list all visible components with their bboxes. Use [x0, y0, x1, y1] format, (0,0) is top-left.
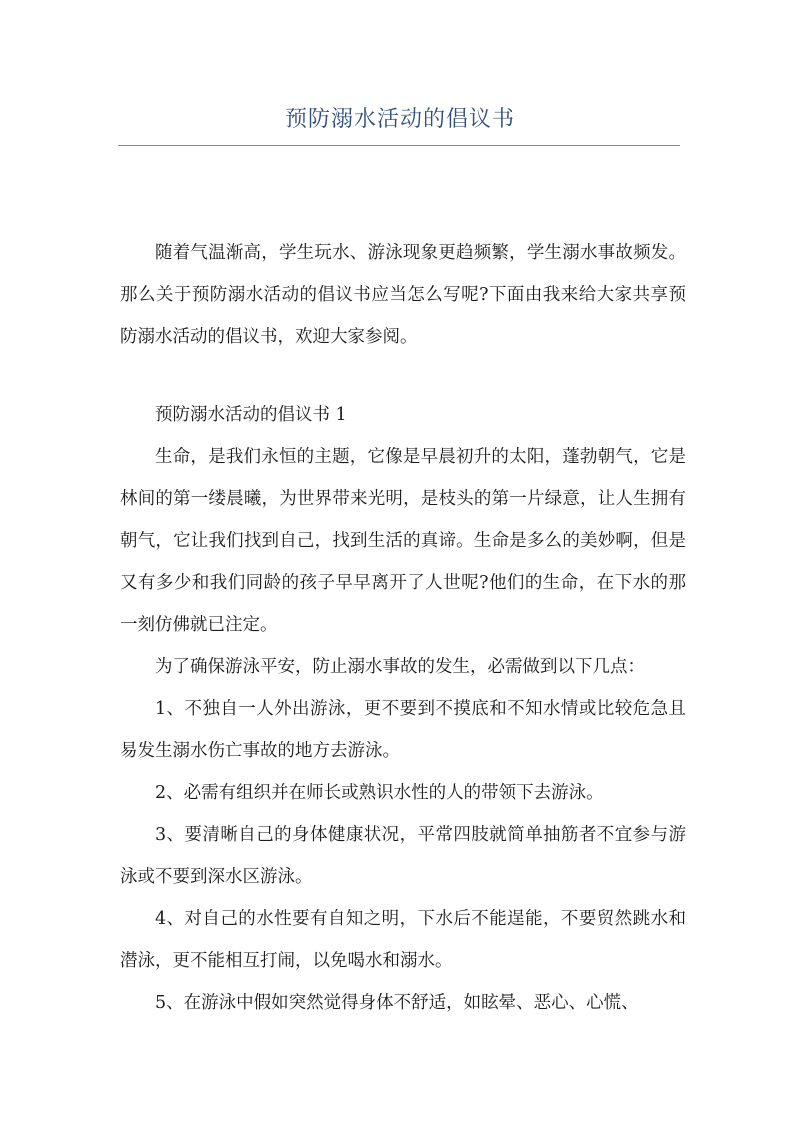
document-title: 预防溺水活动的倡议书: [284, 107, 515, 132]
list-item: 2、必需有组织并在师长或熟识水性的人的带领下去游泳。: [155, 783, 604, 803]
list-item: 3、要清晰自己的身体健康状况，平常四肢就简单抽筋者不宜参与游泳或不要到深水区游泳。: [120, 825, 686, 887]
list-item: 4、对自己的水性要有自知之明，下水后不能逞能，不要贸然跳水和潜泳，更不能相互打闹，以免喝水和溺水。: [120, 909, 686, 971]
list-item: 1、不独自一人外出游泳，更不要到不摸底和不知水情或比较危急且易发生溺水伤亡事故的地方去游泳。: [120, 699, 686, 761]
intro-paragraph: 随着气温渐高，学生玩水、游泳现象更趋频繁，学生溺水事故频发。那么关于预防溺水活动的倡议书应当怎么写呢?下面由我来给大家共享预防溺水活动的倡议书，欢迎大家参阅。: [120, 243, 686, 347]
title-underline: [118, 145, 680, 146]
section-heading: 预防溺水活动的倡议书 1: [155, 405, 347, 425]
body-paragraph: 生命，是我们永恒的主题，它像是早晨初升的太阳，蓬勃朝气，它是林间的第一缕晨曦，为世界带来光明，是枝头的第一片绿意，让人生拥有朝气，它让我们找到自己，找到生活的真谛。生命是多么的美妙啊，但是又有多少和我们同龄的孩子早早离开了人世呢?他们的生命，在下水的那一刻仿佛就已注定。: [120, 447, 686, 635]
list-item: 5、在游泳中假如突然觉得身体不舒适，如眩晕、恶心、心慌、: [155, 993, 639, 1013]
body-paragraph: 为了确保游泳平安，防止溺水事故的发生，必需做到以下几点：: [155, 657, 645, 677]
document-body: [120, 232, 686, 1024]
